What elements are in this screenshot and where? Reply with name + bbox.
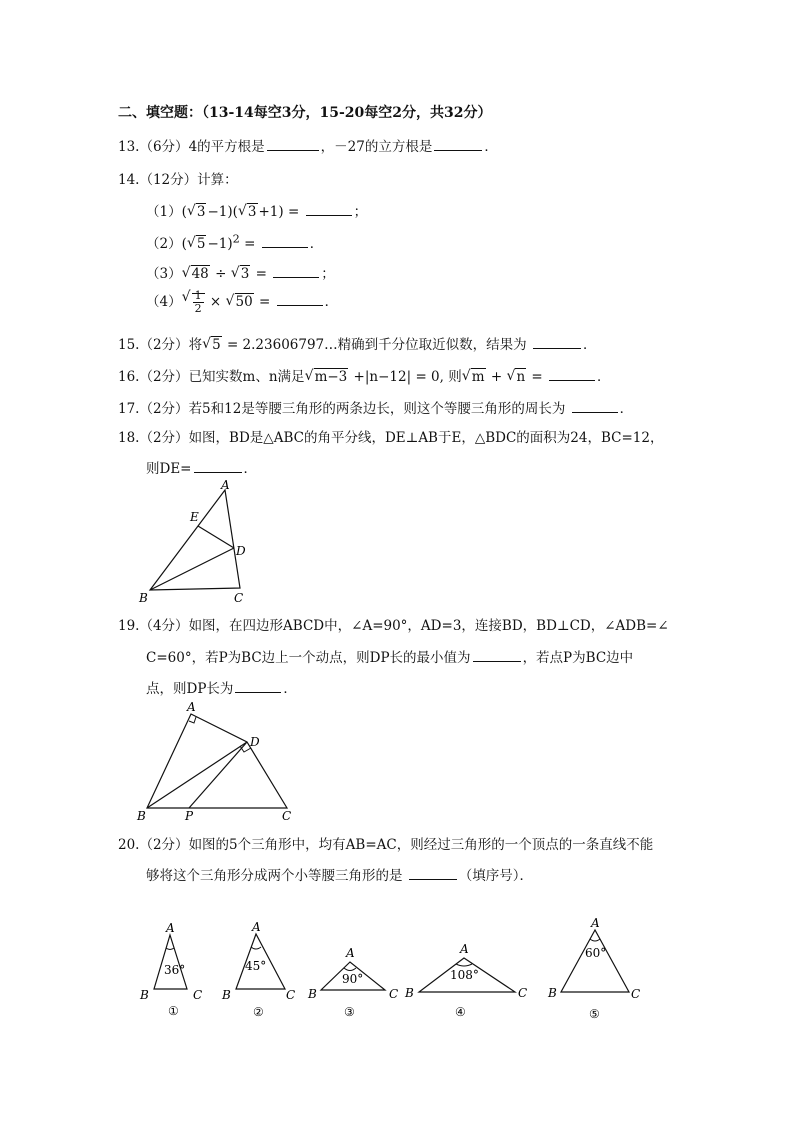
right-angle-mark-a [189,717,196,723]
angle-label-2: 45° [245,959,267,973]
answer-blank[interactable] [434,149,482,151]
label-c: C [389,987,399,1001]
question-18-line-2: 则DE= ． [146,461,257,477]
question-19-line-2: C=60°，若P为BC边上一个动点，则DP长的最小值为 ，若点P为BC边中 [146,650,634,666]
answer-blank[interactable] [194,471,242,473]
label-b: B [405,986,414,1000]
question-20: 20.（2分）如图的5个三角形中，均有AB=AC，则经过三角形的一个顶点的一条直线不能 [118,837,654,853]
label-c: C [631,987,641,1001]
question-15: 15.（2分）将√ 5 = 2.23606797…精确到千分位取近似数，结果为 ． [118,333,596,353]
question-14: 14.（12分）计算： [118,172,238,188]
triangle-1 [154,935,187,989]
angle-label-5: 60° [585,946,607,960]
label-c: C [234,591,244,605]
label-a: A [221,478,230,492]
figure-index-1: ① [168,1004,179,1018]
answer-blank[interactable] [267,149,319,151]
figure-20 [130,912,660,1027]
angle-arc-5 [590,939,600,941]
label-c: C [282,809,292,822]
question-19-line-3: 点，则DP长为 ． [146,681,297,697]
label-c: C [286,988,296,1002]
answer-blank[interactable] [572,411,618,413]
label-b: B [140,988,149,1002]
angle-arc-2 [251,947,261,949]
question-14-part-4: （4） √ $\frac{1}{2}$ × √ 50 = ． [146,290,338,315]
label-c: C [193,988,203,1002]
answer-blank[interactable] [473,660,521,662]
label-b: B [548,986,557,1000]
question-20-line-2: 够将这个三角形分成两个小等腰三角形的是 （填序号）． [146,868,534,884]
question-14-part-3: （3）√ 48 ÷ √ 3 = ； [146,262,335,282]
angle-label-1: 36° [164,963,186,977]
label-p: P [185,809,194,822]
line-de [198,526,234,548]
label-a: A [187,700,196,714]
question-18: 18.（2分）如图，BD是△ABC的角平分线，DE⊥AB于E，△BDC的面积为24，BC=12， [118,430,664,446]
answer-blank[interactable] [273,276,319,278]
triangle-abc [150,490,240,590]
line-bd [150,548,234,590]
label-a: A [460,942,469,956]
angle-label-4: 108° [450,968,479,982]
figure-index-2: ② [253,1005,264,1019]
label-d: D [236,544,246,558]
question-16: 16.（2分）已知实数m、n满足√ m−3 +|n−12| = 0, 则√ m + √ n = ． [118,365,611,385]
answer-blank[interactable] [235,691,281,693]
answer-blank[interactable] [549,379,595,381]
label-a: A [252,920,261,934]
question-17: 17.（2分）若5和12是等腰三角形的两条边长，则这个等腰三角形的周长为 ． [118,401,634,417]
label-a: A [591,916,600,930]
label-b: B [222,988,231,1002]
answer-blank[interactable] [262,246,308,248]
angle-arc-4 [456,964,472,966]
figure-index-3: ③ [344,1005,355,1019]
figure-index-5: ⑤ [589,1007,600,1021]
label-d: D [250,735,260,749]
label-b: B [308,987,317,1001]
answer-blank[interactable] [409,878,457,880]
question-13: 13.（6分）4的平方根是 ，－27的立方根是 ． [118,139,498,155]
section-title: 二、填空题：（13-14每空3分，15-20每空2分，共32分） [118,105,492,121]
triangle-5 [561,930,629,992]
answer-blank[interactable] [533,347,581,349]
label-b: B [137,809,146,822]
figure-index-4: ④ [455,1005,466,1019]
label-a: A [166,921,175,935]
angle-arc-1 [166,948,174,950]
vertex-labels [139,916,640,1002]
angle-arc-3 [344,968,356,971]
figure-18 [135,478,260,606]
question-14-part-1: （1）(√ 3 −1)(√ 3 +1) = ； [146,200,367,220]
answer-blank[interactable] [306,214,352,216]
label-a: A [346,946,355,960]
question-19: 19.（4分）如图，在四边形ABCD中，∠A=90°，AD=3，连接BD，BD⊥CD，∠ADB=∠ [118,618,669,634]
figure-19 [133,700,303,822]
angle-label-3: 90° [342,972,364,986]
answer-blank[interactable] [277,304,323,306]
label-e: E [190,510,199,524]
label-b: B [139,591,148,605]
question-14-part-2: （2）(√ 5 −1)$^2$ = ． [146,232,323,252]
label-c: C [518,986,528,1000]
